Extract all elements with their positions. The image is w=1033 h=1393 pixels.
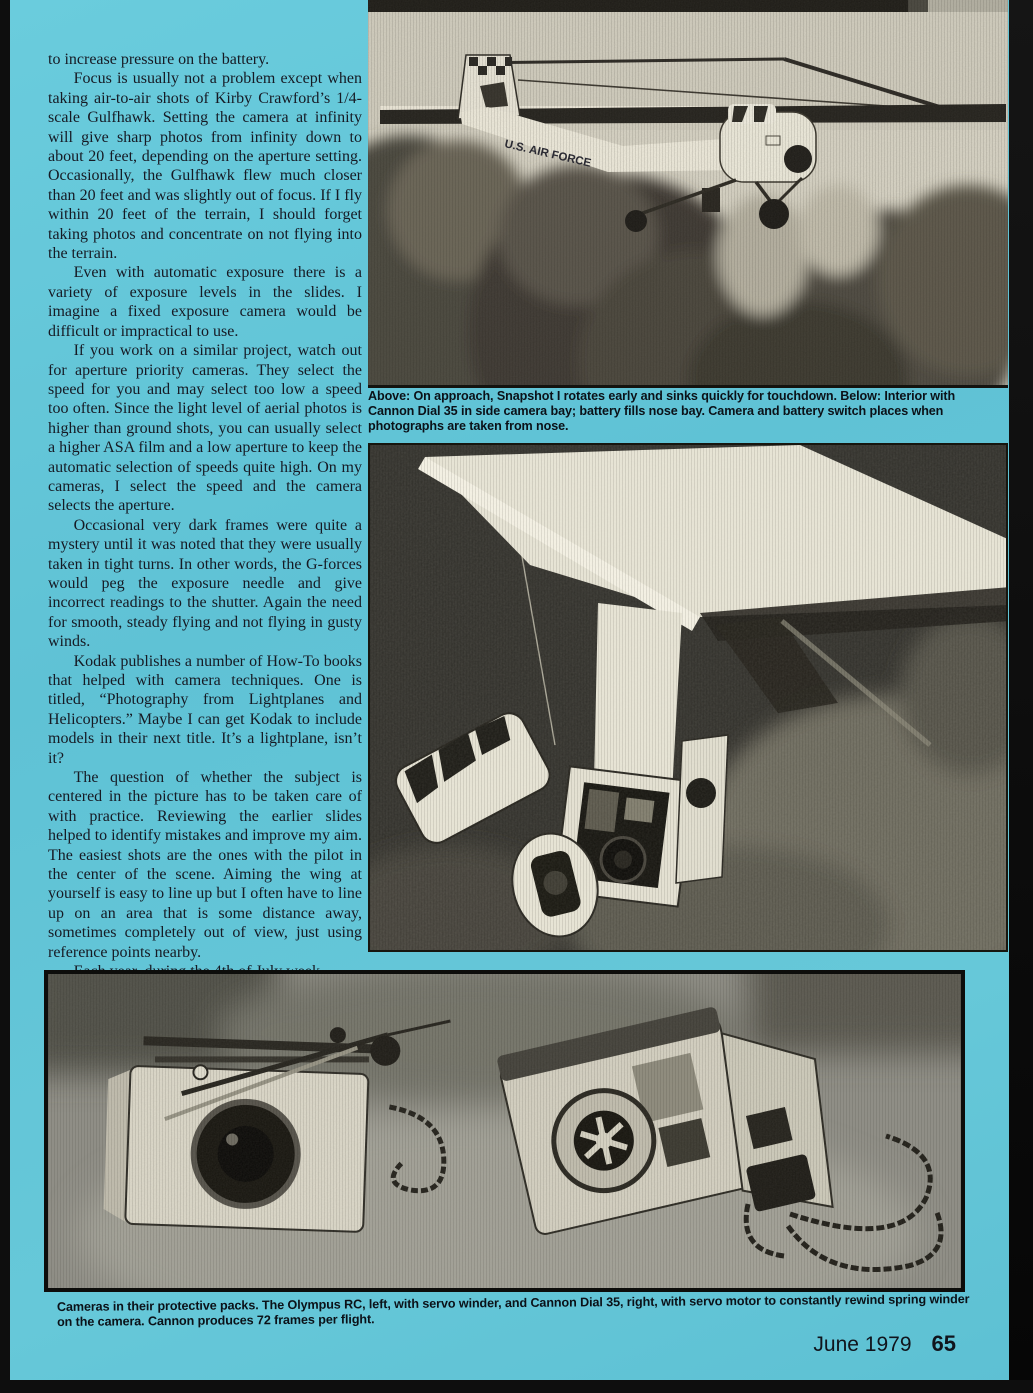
issue-date: June 1979 [813, 1333, 912, 1356]
page-edge-left [0, 0, 10, 1393]
article-paragraph: The question of whether the subject is centered in the picture has to be taken care of with practice. Reviewing the earlier slides helped to identify mistakes and improve my aim. The easiest shots are the ones with the pilot in the center of the scene. Aiming the wing at yourself is easy to line up but I often have to line up on an area that is some distance away, sometimes completely out of view, just using reference points nearby. [48, 769, 362, 961]
article-paragraph: Even with automatic exposure there is a variety of exposure levels in the slides. I imagine a fixed exposure camera would be difficult or impractical to use. [48, 264, 362, 340]
page-edge-right [1009, 0, 1033, 1393]
article-paragraph: to increase pressure on the battery. [48, 51, 270, 68]
article-paragraph: Occasional very dark frames were quite a mystery until it was noted that they were usually taken in tight turns. In other words, the G-forces would peg the exposure needle and give incorrect readings to the shutter. Again the need for smooth, steady flying and not flying in gusty winds. [48, 516, 362, 651]
plane-flight-scene [368, 0, 1008, 385]
photo-caption-bottom: Cameras in their protective packs. The Olympus RC, left, with servo winder, and Cannon Dial 35, right, with servo motor to constantly rewind spring winder on the camera. Cannon produces 72 frames per flight. [56, 1292, 970, 1330]
article-column [48, 50, 362, 982]
camera-bay-scene [370, 445, 1006, 950]
page-footer [700, 1331, 956, 1357]
article-paragraph: Focus is usually not a problem except when taking air-to-air shots of Kirby Crawford’s 1/4-scale Gulfhawk. Setting the camera at infinity will give sharp photos from infinity down to about 20 feet, depending on the aperture setting. Occasionally, the Gulfhawk flew much closer than 20 feet and was slightly out of focus. If I fly within 20 feet of the terrain, I should forget taking photos and concentrate on not flying into the terrain. [48, 70, 362, 263]
cameras-scene [48, 974, 961, 1288]
photo-caption-top: Above: On approach, Snapshot I rotates early and sinks quickly for touchdown. Below: Interior with Cannon Dial 35 in side camera bay; battery fills nose bay. Camera and battery switch places when photographs are taken from nose. [368, 389, 956, 434]
page-edge-bottom [0, 1380, 1033, 1393]
photo-camera-bay [368, 443, 1008, 952]
photo-plane-in-flight [368, 0, 1008, 388]
article-paragraph: If you work on a similar project, watch out for aperture priority cameras. They select the speed for you and may select too low a speed too often. Since the light level of aerial photos is higher than ground shots, you can usually select a higher ASA film and a low aperture to keep the automatic selection of speeds quite high. On my cameras, I select the speed and the camera selects the aperture. [48, 342, 362, 515]
article-paragraph: Kodak publishes a number of How-To books that helped with camera techniques. One is titled, “Photography from Lightplanes and Helicopters.” Maybe I can get Kodak to include models in their next title. It’s a lightplane, isn’t it? [48, 652, 362, 767]
photo-cameras-packs [44, 970, 965, 1292]
page-number: 65 [931, 1331, 956, 1356]
